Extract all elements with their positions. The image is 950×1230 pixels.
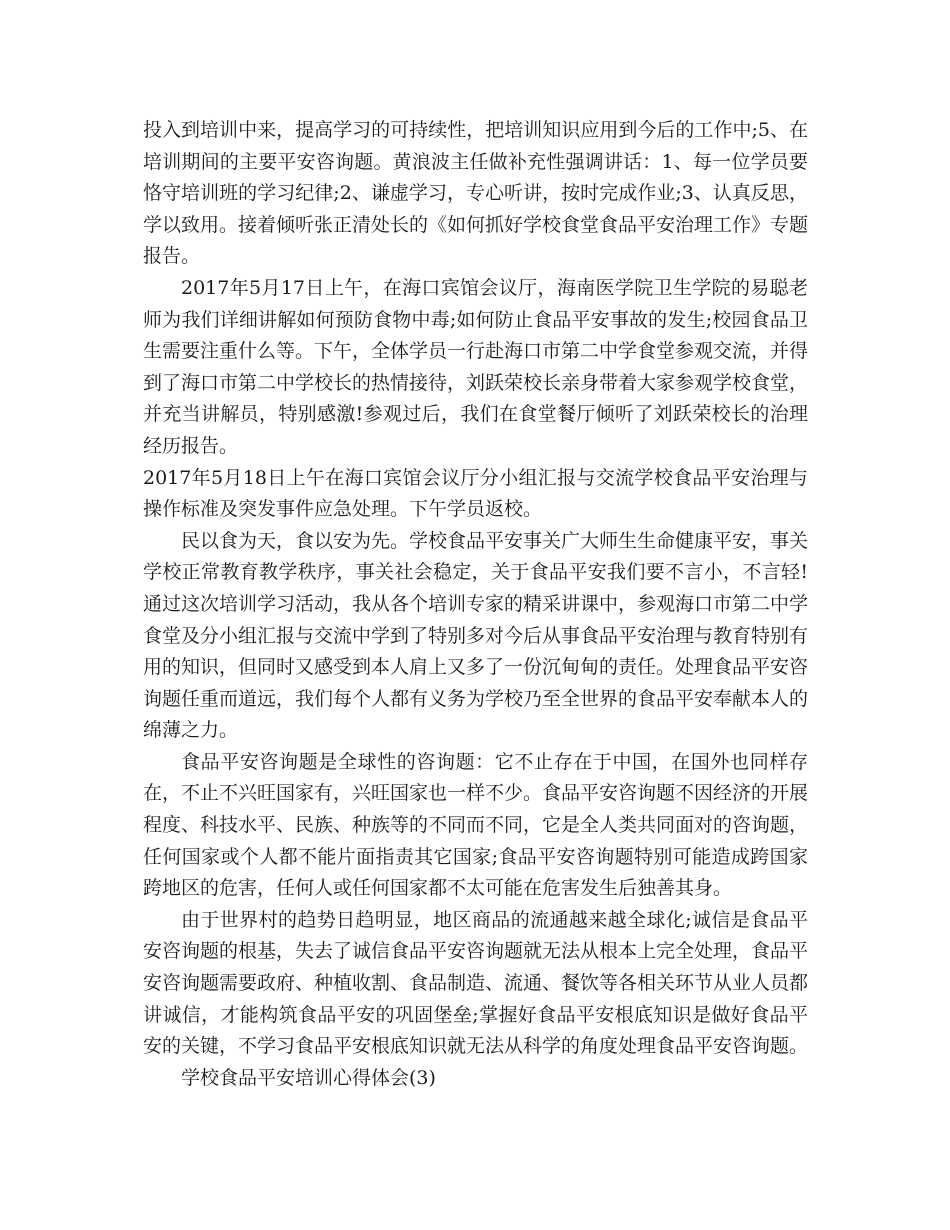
paragraph-may-17: 2017年5月17日上午，在海口宾馆会议厅，海南医学院卫生学院的易聪老师为我们详细讲解如何预防食物中毒;如何防止食品平安事故的发生;校园食品卫生需要注重什么等。下午，全体学员一行赴海口市第二中学食堂参观交流，并得到了海口市第二中学校长的热情接待，刘跃荣校长亲身带着大家参观学校食堂，并充当讲解员，特别感激!参观过后，我们在食堂餐厅倾听了刘跃荣校长的治理经历报告。 <box>143 276 809 457</box>
paragraph-global-issue: 食品平安咨询题是全球性的咨询题：它不止存在于中国，在国外也同样存在，不止不兴旺国家有，兴旺国家也一样不少。食品平安咨询题不因经济的开展程度、科技水平、民族、种族等的不同而不同，它是全人类共同面对的咨询题，任何国家或个人都不能片面指责其它国家;食品平安咨询题特别可能造成跨国家跨地区的危害，任何人或任何国家都不太可能在危害发生后独善其身。 <box>143 750 809 900</box>
paragraph-may-18: 2017年5月18日上午在海口宾馆会议厅分小组汇报与交流学校食品平安治理与操作标准及突发事件应急处理。下午学员返校。 <box>143 466 808 521</box>
section-heading: 学校食品平安培训心得体会(3) <box>181 1066 436 1089</box>
paragraph-integrity: 由于世界村的趋势日趋明显，地区商品的流通越来越全球化;诚信是食品平安咨询题的根基，失去了诚信食品平安咨询题就无法从根本上完全处理，食品平安咨询题需要政府、种植收割、食品制造、流通、餐饮等各相关环节从业人员都讲诚信，才能构筑食品平安的巩固堡垒;掌握好食品平安根底知识是做好食品平安的关键，不学习食品平安根底知识就无法从科学的角度处理食品平安咨询题。 <box>143 908 809 1058</box>
paragraph-food-safety-importance: 民以食为天，食以安为先。学校食品平安事关广大师生生命健康平安，事关学校正常教育教学秩序，事关社会稳定，关于食品平安我们要不言小，不言轻!通过这次培训学习活动，我从各个培训专家的精采讲课中，参观海口市第二中学食堂及分小组汇报与交流中学到了特别多对今后从事食品平安治理与教育特别有用的知识，但同时又感受到本人肩上又多了一份沉甸甸的责任。处理食品平安咨询题任重而道远，我们每个人都有义务为学校乃至全世界的食品平安奉献本人的绵薄之力。 <box>143 529 809 742</box>
document-page <box>143 115 808 1094</box>
paragraph-training-summary: 投入到培训中来，提高学习的可持续性，把培训知识应用到今后的工作中;5、在培训期间的主要平安咨询题。黄浪波主任做补充性强调讲话：1、每一位学员要恪守培训班的学习纪律;2、谦虚学习，专心听讲，按时完成作业;3、认真反思，学以致用。接着倾听张正清处长的《如何抓好学校食堂食品平安治理工作》专题报告。 <box>143 119 809 268</box>
